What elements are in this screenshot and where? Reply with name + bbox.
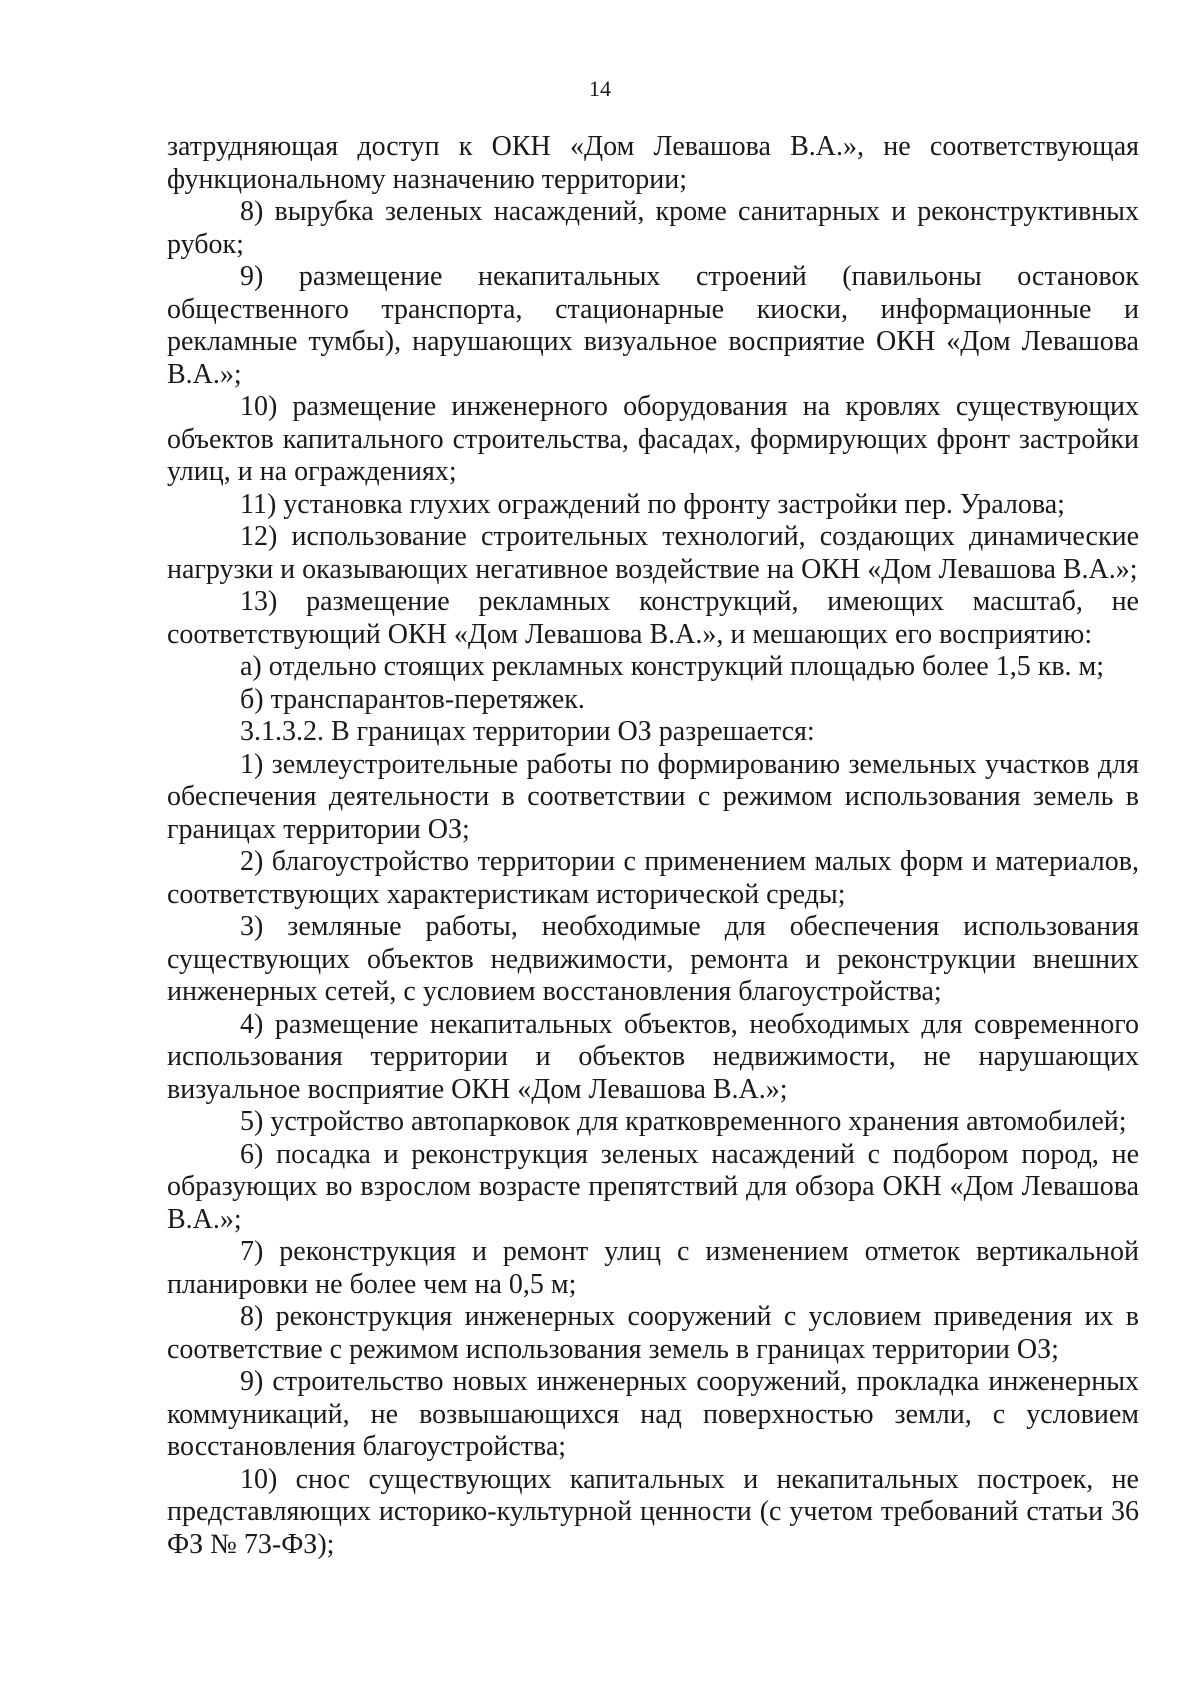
paragraph: 13) размещение рекламных конструкций, имеющих масштаб, не соответствующий ОКН «Дом Левашова В.А.», и мешающих его восприятию: (167, 586, 1139, 650)
paragraph: 7) реконструкция и ремонт улиц с изменением отметок вертикальной планировки не более чем на 0,5 м; (167, 1236, 1139, 1300)
section-heading: 3.1.3.2. В границах территории ОЗ разрешается: (240, 716, 815, 747)
paragraph: 10) размещение инженерного оборудования на кровлях существующих объектов капитального строительства, фасадах, формирующих фронт застройки улиц, и на ограждениях; (167, 391, 1139, 487)
paragraph: 2) благоустройство территории с применением малых форм и материалов, соответствующих характеристикам исторической среды; (167, 846, 1139, 910)
paragraph: 4) размещение некапитальных объектов, необходимых для современного использования территории и объектов недвижимости, не нарушающих визуальное восприятие ОКН «Дом Левашова В.А.»; (167, 1008, 1139, 1105)
paragraph: 6) посадка и реконструкция зеленых насаждений с подбором пород, не образующих во взрослом возрасте препятствий для обзора ОКН «Дом Левашова В.А.»; (167, 1138, 1139, 1235)
paragraph: 1) землеустроительные работы по формированию земельных участков для обеспечения деятельности в соответствии с режимом использования земель в границах территории ОЗ; (167, 748, 1139, 845)
body-text (167, 131, 1139, 1561)
paragraph: 10) снос существующих капитальных и некапитальных построек, не представляющих историко-культурной ценности (с учетом требований статьи 36 ФЗ № 73-ФЗ); (167, 1463, 1139, 1560)
paragraph: 12) использование строительных технологий, создающих динамические нагрузки и оказывающих негативное воздействие на ОКН «Дом Левашова В.А.»; (167, 521, 1139, 585)
paragraph: 9) размещение некапитальных строений (павильоны остановок общественного транспорта, стационарные киоски, информационные и рекламные тумбы), нарушающих визуальное восприятие ОКН «Дом Левашова В.А.»; (167, 261, 1139, 390)
paragraph: 11) установка глухих ограждений по фронту застройки пер. Уралова; (240, 488, 1065, 520)
paragraph: 9) строительство новых инженерных сооружений, прокладка инженерных коммуникаций, не возвышающихся над поверхностью земли, с условием восстановления благоустройства; (167, 1366, 1139, 1462)
paragraph: 8) реконструкция инженерных сооружений с условием приведения их в соответствие с режимом использования земель в границах территории ОЗ; (167, 1301, 1139, 1365)
paragraph: 3) земляные работы, необходимые для обеспечения использования существующих объектов недвижимости, ремонта и реконструкции внешних инженерных сетей, с условием восстановления благоустройства; (167, 911, 1139, 1007)
paragraph: б) транспарантов-перетяжек. (240, 683, 585, 715)
paragraph: 5) устройство автопарковок для кратковременного хранения автомобилей; (240, 1106, 1127, 1137)
page-number: 14 (589, 76, 611, 101)
paragraph: 8) вырубка зеленых насаждений, кроме санитарных и реконструктивных рубок; (167, 196, 1139, 260)
paragraph: а) отдельно стоящих рекламных конструкций площадью более 1,5 кв. м; (240, 651, 1105, 682)
paragraph-continuation: затрудняющая доступ к ОКН «Дом Левашова В.А.», не соответствующая функциональному назначению территории; (167, 131, 1139, 195)
